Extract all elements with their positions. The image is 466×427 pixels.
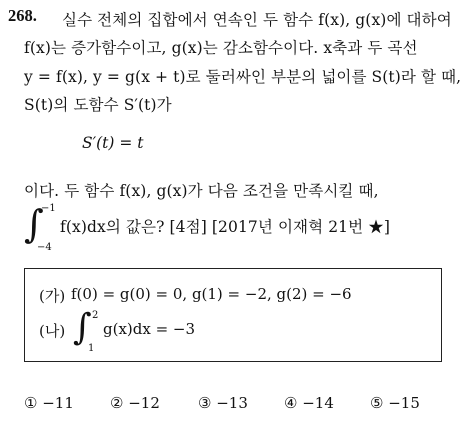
- condition-na-lower-limit: 1: [88, 343, 95, 354]
- choice-1[interactable]: ① −11: [24, 394, 74, 412]
- condition-na-label: (나): [39, 322, 66, 340]
- problem-line-2: f(x)는 증가함수이고, g(x)는 감소함수이다. x축과 두 곡선: [24, 39, 418, 57]
- integral-lower-limit: −4: [37, 242, 52, 253]
- integral-upper-limit: −1: [41, 203, 56, 214]
- choice-3[interactable]: ③ −13: [198, 394, 248, 412]
- condition-na-expression: g(x)dx = −3: [103, 320, 196, 338]
- conditions-box: [24, 268, 442, 362]
- choice-4[interactable]: ④ −14: [284, 394, 334, 412]
- condition-na-upper-limit: 2: [92, 310, 99, 321]
- integral-expression: f(x)dx의 값은? [4점] [2017년 이재혁 21번 ★]: [60, 218, 390, 236]
- condition-na-integral-sign: ∫: [73, 307, 92, 348]
- problem-line-4: S(t)의 도함수 S′(t)가: [24, 96, 172, 114]
- problem-number: 268.: [8, 6, 37, 25]
- condition-ga-label: (가): [39, 287, 66, 305]
- choice-5[interactable]: ⑤ −15: [370, 394, 420, 412]
- problem-line-5: 이다. 두 함수 f(x), g(x)가 다음 조건을 만족시킬 때,: [24, 182, 379, 200]
- problem-line-1: 실수 전체의 집합에서 연속인 두 함수 f(x), g(x)에 대하여: [62, 11, 452, 29]
- choice-2[interactable]: ② −12: [110, 394, 160, 412]
- problem-line-3: y = f(x), y = g(x + t)로 둘러싸인 부분의 넓이를 S(t)라 할 때,: [24, 68, 462, 86]
- condition-ga-text: f(0) = g(0) = 0, g(1) = −2, g(2) = −6: [71, 285, 352, 303]
- formula: S′(t) = t: [82, 134, 144, 152]
- integral-sign: ∫: [24, 202, 44, 246]
